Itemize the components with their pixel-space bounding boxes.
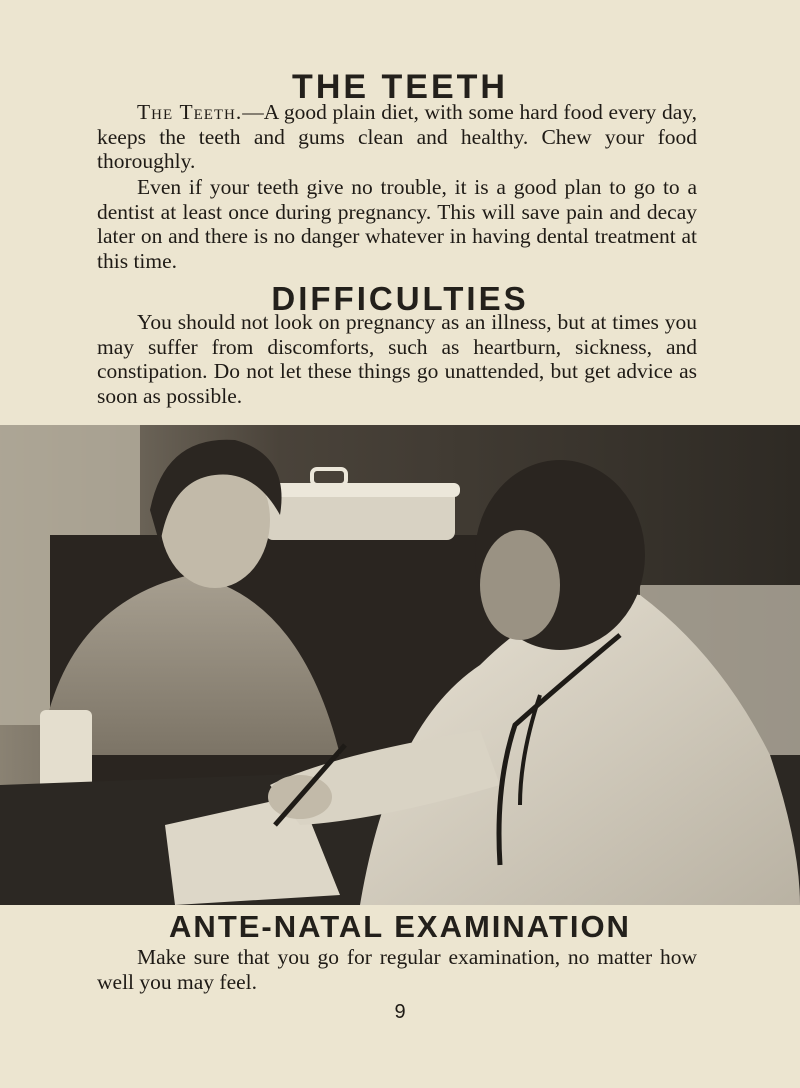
teeth-paragraph-2-text: Even if your teeth give no trouble, it is a good plan to go to a dentist at least once during pregnancy. This will save pain and decay later on and there is no danger whatever in having dental treatment at this time. xyxy=(97,175,697,273)
difficulties-paragraph-text: You should not look on pregnancy as an illness, but at times you may suffer from discomforts, such as heartburn, sickness, and constipation. Do not let these things go unattended, but get advice as soon as possible. xyxy=(97,310,697,408)
antenatal-heading: ANTE-NATAL EXAMINATION xyxy=(169,909,631,944)
examination-photograph xyxy=(0,425,800,905)
teeth-paragraph-2 xyxy=(97,175,697,273)
teeth-paragraph-1 xyxy=(97,100,697,174)
antenatal-paragraph-text: Make sure that you go for regular examination, no matter how well you may feel. xyxy=(97,945,697,994)
teeth-paragraph-1-text: —A good plain diet, with some hard food every day, keeps the teeth and gums clean and healthy. Chew your food thoroughly. xyxy=(97,100,697,173)
teeth-heading: THE TEETH xyxy=(292,68,508,106)
difficulties-heading: DIFFICULTIES xyxy=(271,280,529,317)
page-number: 9 xyxy=(394,1001,406,1023)
difficulties-paragraph xyxy=(97,310,697,408)
teeth-lead-in: The Teeth. xyxy=(137,100,243,124)
antenatal-paragraph xyxy=(97,945,697,994)
